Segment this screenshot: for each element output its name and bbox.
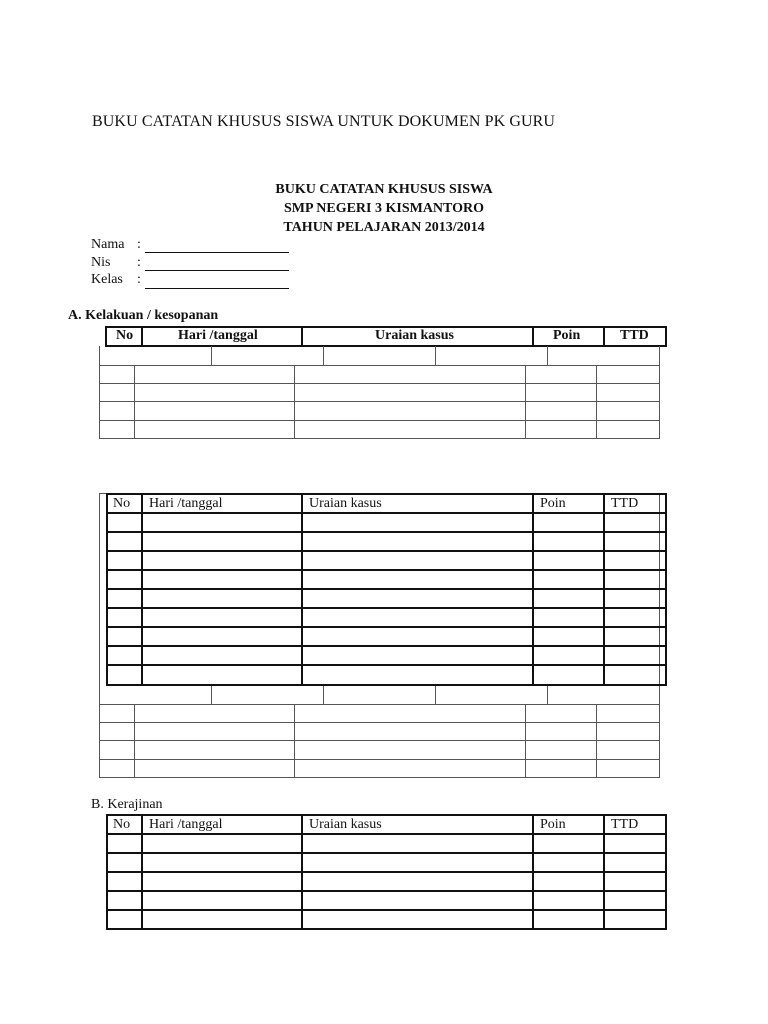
table-b-header-signature: TTD <box>611 817 639 832</box>
title-line-1: BUKU CATATAN KHUSUS SISWA <box>275 182 493 197</box>
field-colon: : <box>137 237 141 252</box>
field-colon: : <box>137 255 141 270</box>
table-a-header-no: No <box>116 328 134 343</box>
table-2-header-no: No <box>113 496 131 511</box>
section-a-label: A. Kelakuan / kesopanan <box>68 308 219 323</box>
nis-blank-line[interactable] <box>145 270 289 271</box>
table-a-header-points: Poin <box>553 328 581 343</box>
table-a-header-case: Uraian kasus <box>375 328 454 343</box>
page-heading: BUKU CATATAN KHUSUS SISWA UNTUK DOKUMEN PK GURU <box>92 113 556 130</box>
section-b-label: B. Kerajinan <box>91 797 163 812</box>
title-line-3: TAHUN PELAJARAN 2013/2014 <box>283 220 485 235</box>
table-b-header-case: Uraian kasus <box>309 817 382 832</box>
title-line-2: SMP NEGERI 3 KISMANTORO <box>283 201 485 216</box>
table-2-header-signature: TTD <box>611 496 639 511</box>
nama-blank-line[interactable] <box>145 252 289 253</box>
table-a-header-signature: TTD <box>620 328 649 343</box>
table-2-header-date: Hari /tanggal <box>149 496 223 511</box>
table-2-header-case: Uraian kasus <box>309 496 382 511</box>
kelas-blank-line[interactable] <box>145 288 289 289</box>
field-label-nis: Nis <box>91 255 111 270</box>
field-label-nama: Nama <box>91 237 125 252</box>
table-2-header-points: Poin <box>540 496 566 511</box>
table-a-header-date: Hari /tanggal <box>178 328 258 343</box>
field-colon: : <box>137 272 141 287</box>
field-label-kelas: Kelas <box>91 272 123 287</box>
table-b-header-no: No <box>113 817 131 832</box>
table-b-header-date: Hari /tanggal <box>149 817 223 832</box>
table-b-header-points: Poin <box>540 817 566 832</box>
